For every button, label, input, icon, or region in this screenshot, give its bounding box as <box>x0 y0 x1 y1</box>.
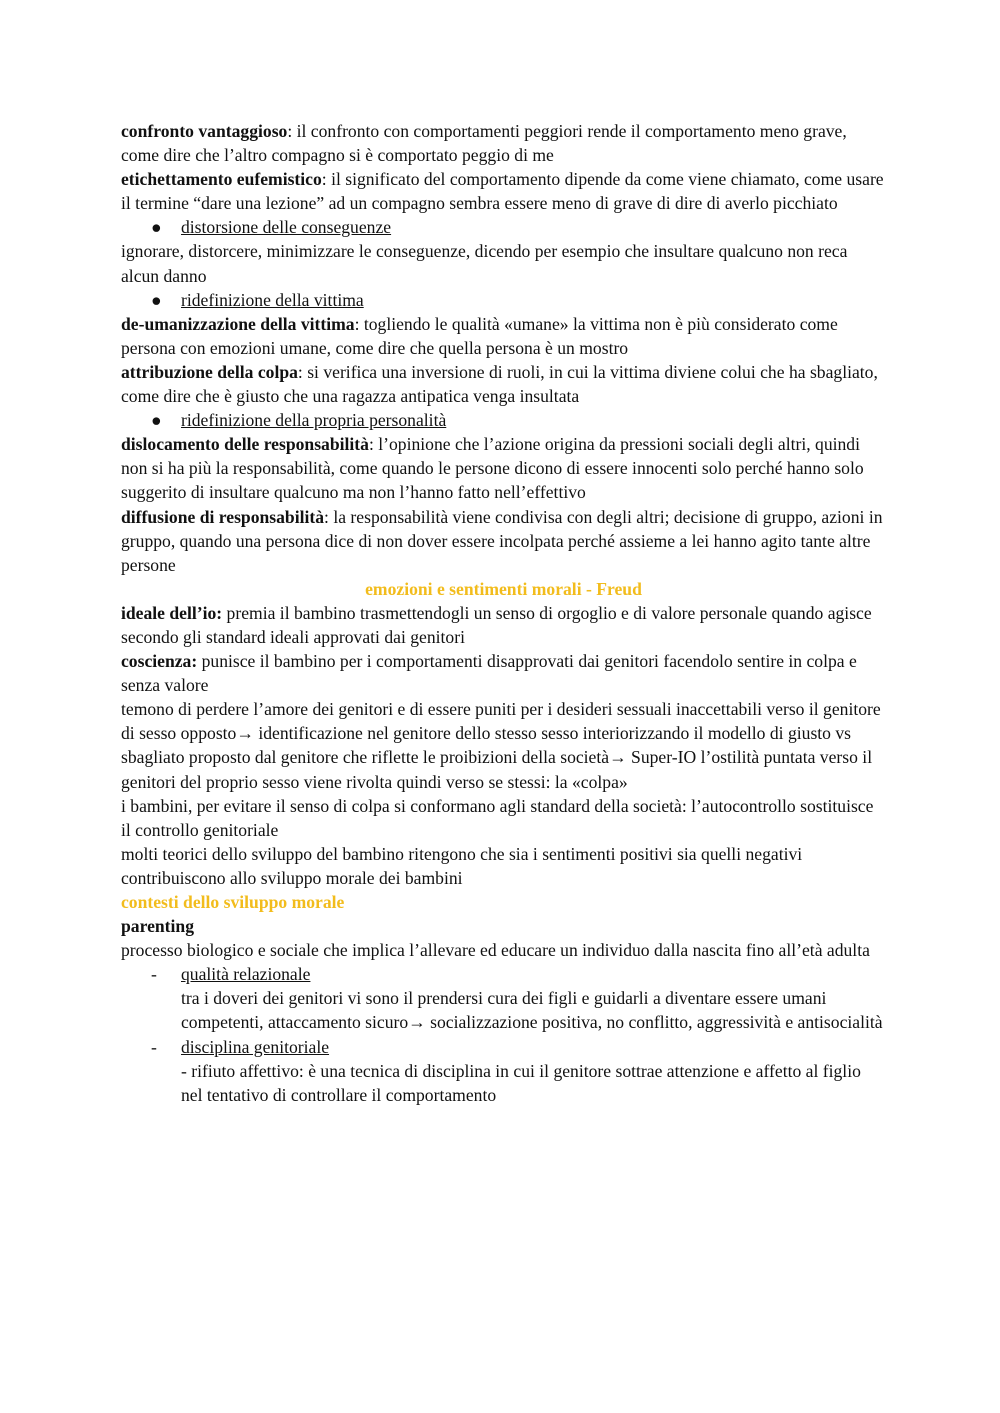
bullet-icon: ● <box>151 410 162 431</box>
term: attribuzione della colpa <box>121 361 298 382</box>
term: confronto vantaggioso <box>121 121 288 141</box>
dash-icon: - <box>151 964 157 985</box>
term: diffusione di responsabilità <box>121 506 325 527</box>
definition: : si verifica una inversione di ruoli, in cui la vittima diviene colui che ha sbagliato, come dire che è giusto che una ragazza antipatica venga insultata <box>121 361 878 407</box>
definition: : l’opinione che l’azione origina da pressioni sociali degli altri, quindi non si ha più la responsabilità, come quando le persone dicono di essere innocenti solo perché hanno solo suggerito di insultare qualcuno ma non l’hanno fatto nell’effettivo <box>121 434 864 503</box>
term: coscienza: <box>121 651 198 672</box>
term: ideale dell’io: <box>121 602 223 623</box>
bullet-item <box>121 215 886 239</box>
term: etichettamento eufemistico <box>121 169 322 190</box>
document-page <box>121 119 886 1107</box>
term: dislocamento delle responsabilità <box>121 434 369 455</box>
dash-icon: - <box>151 1036 157 1057</box>
paragraph <box>121 119 886 167</box>
paragraph: temono di perdere l’amore dei genitori e di essere puniti per i desideri sessuali inaccettabili verso il genitore di sesso opposto→ identificazione nel genitore dello stesso sesso interiorizzando il modello di giusto vs sbagliato proposto dal genitore che riflette le proibizioni della società→ Super-IO l’ostilità puntata verso il genitori del proprio sesso viene rivolta quindi verso se stessi: la «colpa» <box>121 699 881 792</box>
dash-item <box>121 962 886 1034</box>
section-heading: emozioni e sentimenti morali - Freud <box>365 578 642 599</box>
dash-item <box>121 1035 886 1107</box>
dash-label: qualità relazionale <box>181 964 311 985</box>
definition: : il significato del comportamento dipende da come viene chiamato, come usare il termine “dare una lezione” ad un compagno sembra essere meno di grave di dire di averlo picchiato <box>121 169 884 214</box>
dash-text: tra i doveri dei genitori vi sono il prendersi cura dei figli e guidarli a diventare essere umani competenti, attaccamento sicuro→ socializzazione positiva, no conflitto, aggressività e antisocialità <box>181 988 883 1033</box>
bullet-item <box>121 408 886 432</box>
paragraph: processo biologico e sociale che implica l’allevare ed educare un individuo dalla nascita fino all’età adulta <box>121 940 870 961</box>
bullet-icon: ● <box>151 217 162 238</box>
dash-text: - rifiuto affettivo: è una tecnica di disciplina in cui il genitore sottrae attenzione e affetto al figlio nel tentativo di controllare il comportamento <box>181 1060 861 1105</box>
paragraph: i bambini, per evitare il senso di colpa si conformano agli standard della società: l’autocontrollo sostituisce il controllo genitoriale <box>121 795 874 840</box>
definition: punisce il bambino per i comportamenti disapprovati dai genitori facendolo sentire in colpa e senza valore <box>121 651 857 696</box>
bullet-label: ridefinizione della propria personalità <box>181 410 447 431</box>
paragraph <box>121 432 886 504</box>
subheading: parenting <box>121 916 194 937</box>
section-heading: contesti dello sviluppo morale <box>121 892 345 912</box>
bullet-label: distorsione delle conseguenze <box>181 217 392 238</box>
definition: : la responsabilità viene condivisa con degli altri; decisione di gruppo, azioni in gruppo, quando una persona dice di non dover essere incolpata perché assieme a lei hanno agito tante altre persone <box>121 506 883 575</box>
paragraph <box>121 649 886 697</box>
definition: premia il bambino trasmettendogli un senso di orgoglio e di valore personale quando agisce secondo gli standard ideali approvati dai genitori <box>121 602 872 647</box>
bullet-label: ridefinizione della vittima <box>181 289 364 310</box>
paragraph: ignorare, distorcere, minimizzare le conseguenze, dicendo per esempio che insultare qualcuno non reca alcun danno <box>121 241 848 286</box>
paragraph <box>121 360 886 408</box>
bullet-icon: ● <box>151 289 162 310</box>
paragraph <box>121 505 886 577</box>
term: de-umanizzazione della vittima <box>121 313 355 334</box>
bullet-item <box>121 288 886 312</box>
paragraph <box>121 601 886 649</box>
paragraph: molti teorici dello sviluppo del bambino ritengono che sia i sentimenti positivi sia quelli negativi contribuiscono allo sviluppo morale dei bambini <box>121 843 803 888</box>
dash-label: disciplina genitoriale <box>181 1036 330 1057</box>
definition: : il confronto con comportamenti peggiori rende il comportamento meno grave, come dire che l’altro compagno si è comportato peggio di me <box>121 121 847 166</box>
paragraph <box>121 312 886 360</box>
definition: : togliendo le qualità «umane» la vittima non è più considerato come persona con emozioni umane, come dire che quella persona è un mostro <box>121 313 838 358</box>
paragraph <box>121 167 886 215</box>
